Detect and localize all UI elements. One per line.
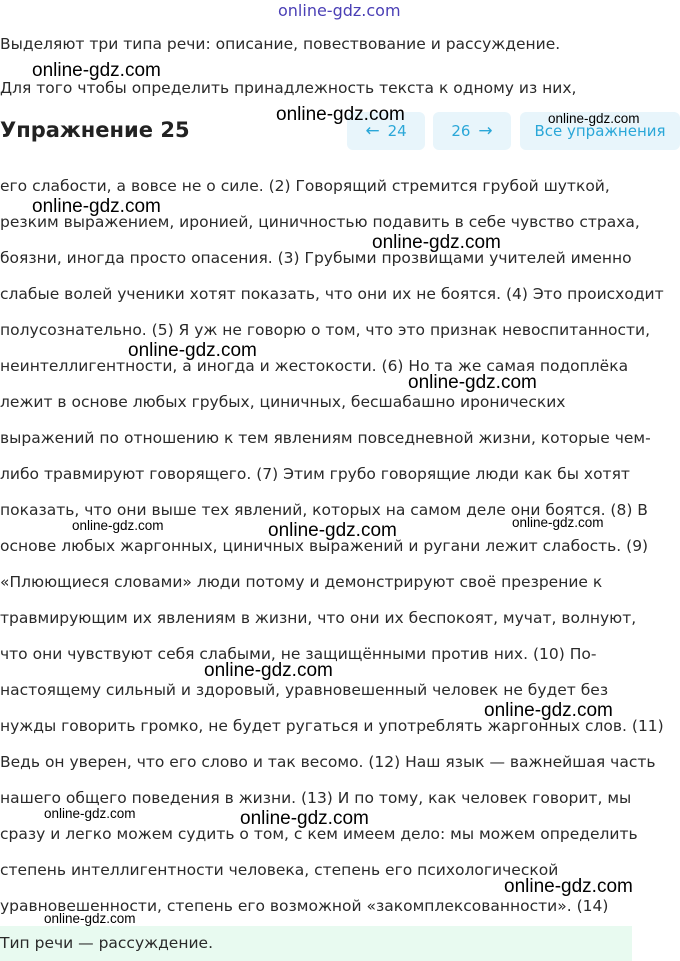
- watermark: online-gdz.com: [44, 806, 136, 821]
- text-line: Ведь он уверен, что его слово и так весомо. (12) Наш язык — важнейшая часть: [0, 753, 656, 771]
- all-exercises-label: Все упражнения: [534, 122, 666, 140]
- text-line: его слабости, а вовсе не о силе. (2) Говорящий стремится грубой шуткой,: [0, 177, 610, 195]
- text-line: настоящему сильный и здоровый, уравновешенный человек не будет без: [0, 681, 609, 699]
- answer-box: Тип речи — рассуждение.: [0, 926, 632, 961]
- text-line: резким выражением, иронией, циничностью подавить в себе чувство страха,: [0, 213, 640, 231]
- arrow-right-icon: →: [478, 120, 493, 141]
- exercise-title: Упражнение 25: [0, 118, 190, 142]
- text-line: слабые волей ученики хотят показать, что они их не боятся. (4) Это происходит: [0, 285, 664, 303]
- text-line: лежит в основе любых грубых, циничных, бесшабашно иронических: [0, 393, 566, 411]
- text-line: показать, что они выше тех явлений, которых на самом деле они боятся. (8) В: [0, 501, 648, 519]
- intro-line: Выделяют три типа речи: описание, повествование и рассуждение.: [0, 35, 561, 53]
- watermark: online-gdz.com: [44, 911, 136, 926]
- watermark: online-gdz.com: [372, 232, 501, 253]
- watermark: online-gdz.com: [128, 340, 257, 361]
- next-exercise-button[interactable]: [433, 112, 511, 150]
- watermark: online-gdz.com: [548, 111, 640, 126]
- text-line: боязни, иногда просто опасения. (3) Грубыми прозвищами учителей именно: [0, 249, 632, 267]
- text-line: неинтеллигентности, а иногда и жестокости. (6) Но та же самая подоплёка: [0, 357, 629, 375]
- watermark: online-gdz.com: [72, 518, 164, 533]
- watermark: online-gdz.com: [204, 660, 333, 681]
- watermark: online-gdz.com: [32, 196, 161, 217]
- text-line: либо травмируют говорящего. (7) Этим грубо говорящие люди как бы хотят: [0, 465, 630, 483]
- text-line: полусознательно. (5) Я уж не говорю о том, что это признак невоспитанности,: [0, 321, 651, 339]
- intro-line: Для того чтобы определить принадлежность текста к одному из них,: [0, 79, 577, 97]
- watermark: online-gdz.com: [484, 700, 613, 721]
- text-line: нашего общего поведения в жизни. (13) И по тому, как человек говорит, мы: [0, 789, 632, 807]
- watermark: online-gdz.com: [276, 104, 405, 125]
- prev-exercise-label: 24: [387, 122, 407, 140]
- text-line: сразу и легко можем судить о том, с кем имеем дело: мы можем определить: [0, 825, 638, 843]
- watermark: online-gdz.com: [408, 372, 537, 393]
- watermark: online-gdz.com: [32, 60, 161, 81]
- watermark: online-gdz.com: [504, 876, 633, 897]
- text-line: что они чувствуют себя слабыми, не защищёнными против них. (10) По-: [0, 645, 597, 663]
- text-line: травмирующим их явлениям в жизни, что они их беспокоят, мучат, волнуют,: [0, 609, 637, 627]
- text-line: нужды говорить громко, не будет ругаться и употреблять жаргонных слов. (11): [0, 717, 664, 735]
- next-exercise-label: 26: [451, 122, 471, 140]
- watermark: online-gdz.com: [240, 808, 369, 829]
- watermark: online-gdz.com: [268, 520, 397, 541]
- text-line: выражений по отношению к тем явлениям повседневной жизни, которые чем-: [0, 429, 651, 447]
- text-line: уравновешенности, степень его возможной «закомплексованности». (14): [0, 897, 609, 915]
- watermark: online-gdz.com: [512, 515, 604, 530]
- arrow-left-icon: ←: [365, 120, 380, 141]
- text-line: основе любых жаргонных, циничных выражений и ругани лежит слабость. (9): [0, 537, 649, 555]
- text-line: «Плюющиеся словами» люди потому и демонстрируют своё презрение к: [0, 573, 603, 591]
- site-logo[interactable]: online-gdz.com: [278, 1, 401, 20]
- text-line: степень интеллигентности человека, степень его психологической: [0, 861, 559, 879]
